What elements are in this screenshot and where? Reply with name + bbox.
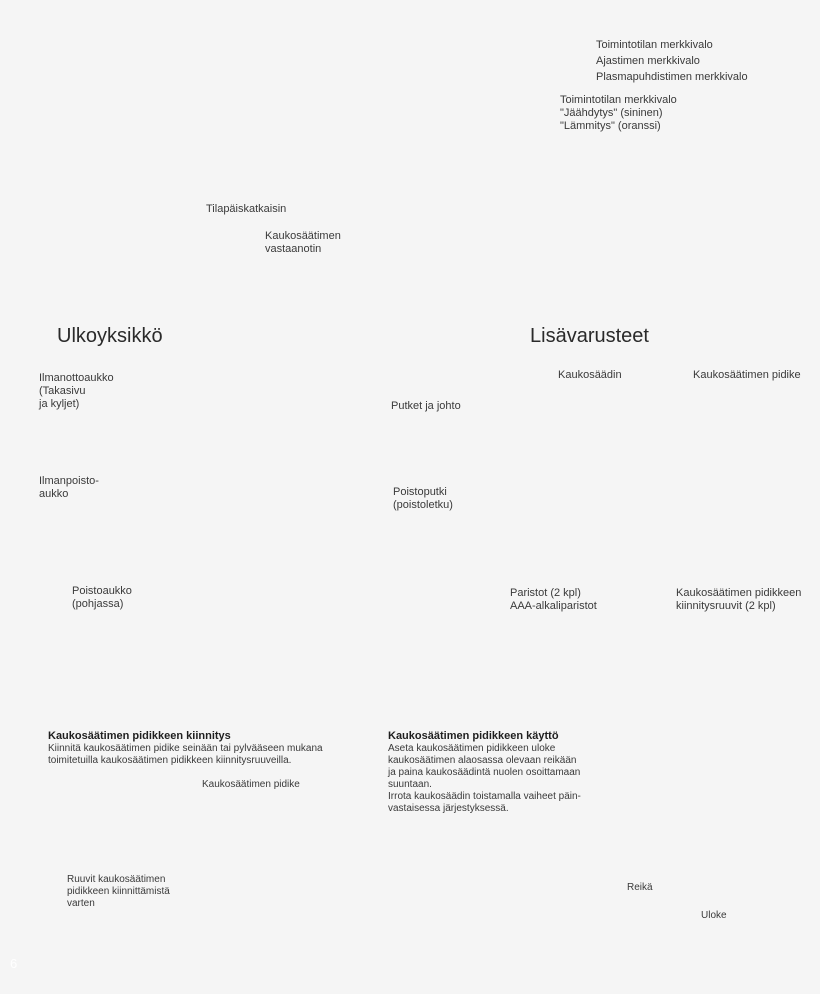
- pipes-cable-label: Putket ja johto: [391, 400, 461, 412]
- holder-label: Kaukosäätimen pidike: [202, 779, 300, 790]
- air-outlet-label: Ilmanpoisto- aukko: [39, 475, 99, 500]
- remote-receiver-label: Kaukosäätimen vastaanotin: [265, 230, 341, 255]
- remote-holder-label: Kaukosäätimen pidike: [693, 369, 801, 381]
- batteries-label: Paristot (2 kpl) AAA-alkaliparistot: [510, 587, 597, 612]
- holder-mounting-title: Kaukosäätimen pidikkeen kiinnitys: [48, 730, 231, 742]
- protrusion-label: Uloke: [701, 910, 727, 921]
- outdoor-unit-heading: Ulkoyksikkö: [57, 325, 163, 347]
- holder-use-title: Kaukosäätimen pidikkeen käyttö: [388, 730, 559, 742]
- mode-indicator-label: Toimintotilan merkkivalo "Jäähdytys" (sininen) "Lämmitys" (oranssi): [560, 94, 677, 132]
- screws-label: Ruuvit kaukosäätimen pidikkeen kiinnittämistä varten: [67, 874, 170, 909]
- hole-label: Reikä: [627, 882, 653, 893]
- holder-use-text: Aseta kaukosäätimen pidikkeen uloke kaukosäätimen alaosassa olevaan reikään ja paina kaukosäädintä nuolen osoittamaan suuntaan. Irrota kaukosäädin toistamalla vaiheet päin- vastaisessa järjestyksessä.: [388, 743, 581, 814]
- accessories-heading: Lisävarusteet: [530, 325, 649, 347]
- remote-label: Kaukosäädin: [558, 369, 622, 381]
- holder-screws-label: Kaukosäätimen pidikkeen kiinnitysruuvit (2 kpl): [676, 587, 802, 612]
- page-number: 6: [10, 956, 18, 971]
- drain-hose-label: Poistoputki (poistoletku): [393, 486, 453, 511]
- temporary-switch-label: Tilapäiskatkaisin: [206, 203, 287, 215]
- drain-outlet-label: Poistoaukko (pohjassa): [72, 585, 132, 610]
- plasma-indicator-label: Plasmapuhdistimen merkkivalo: [596, 71, 748, 83]
- air-intake-label: Ilmanottoaukko (Takasivu ja kyljet): [39, 372, 114, 410]
- timer-indicator-label: Ajastimen merkkivalo: [596, 55, 700, 67]
- operation-indicator-label: Toimintotilan merkkivalo: [596, 39, 713, 51]
- holder-mounting-text: Kiinnitä kaukosäätimen pidike seinään tai pylvääseen mukana toimitetuilla kaukosäätimen pidikkeen kiinnitysruuveilla.: [48, 743, 323, 766]
